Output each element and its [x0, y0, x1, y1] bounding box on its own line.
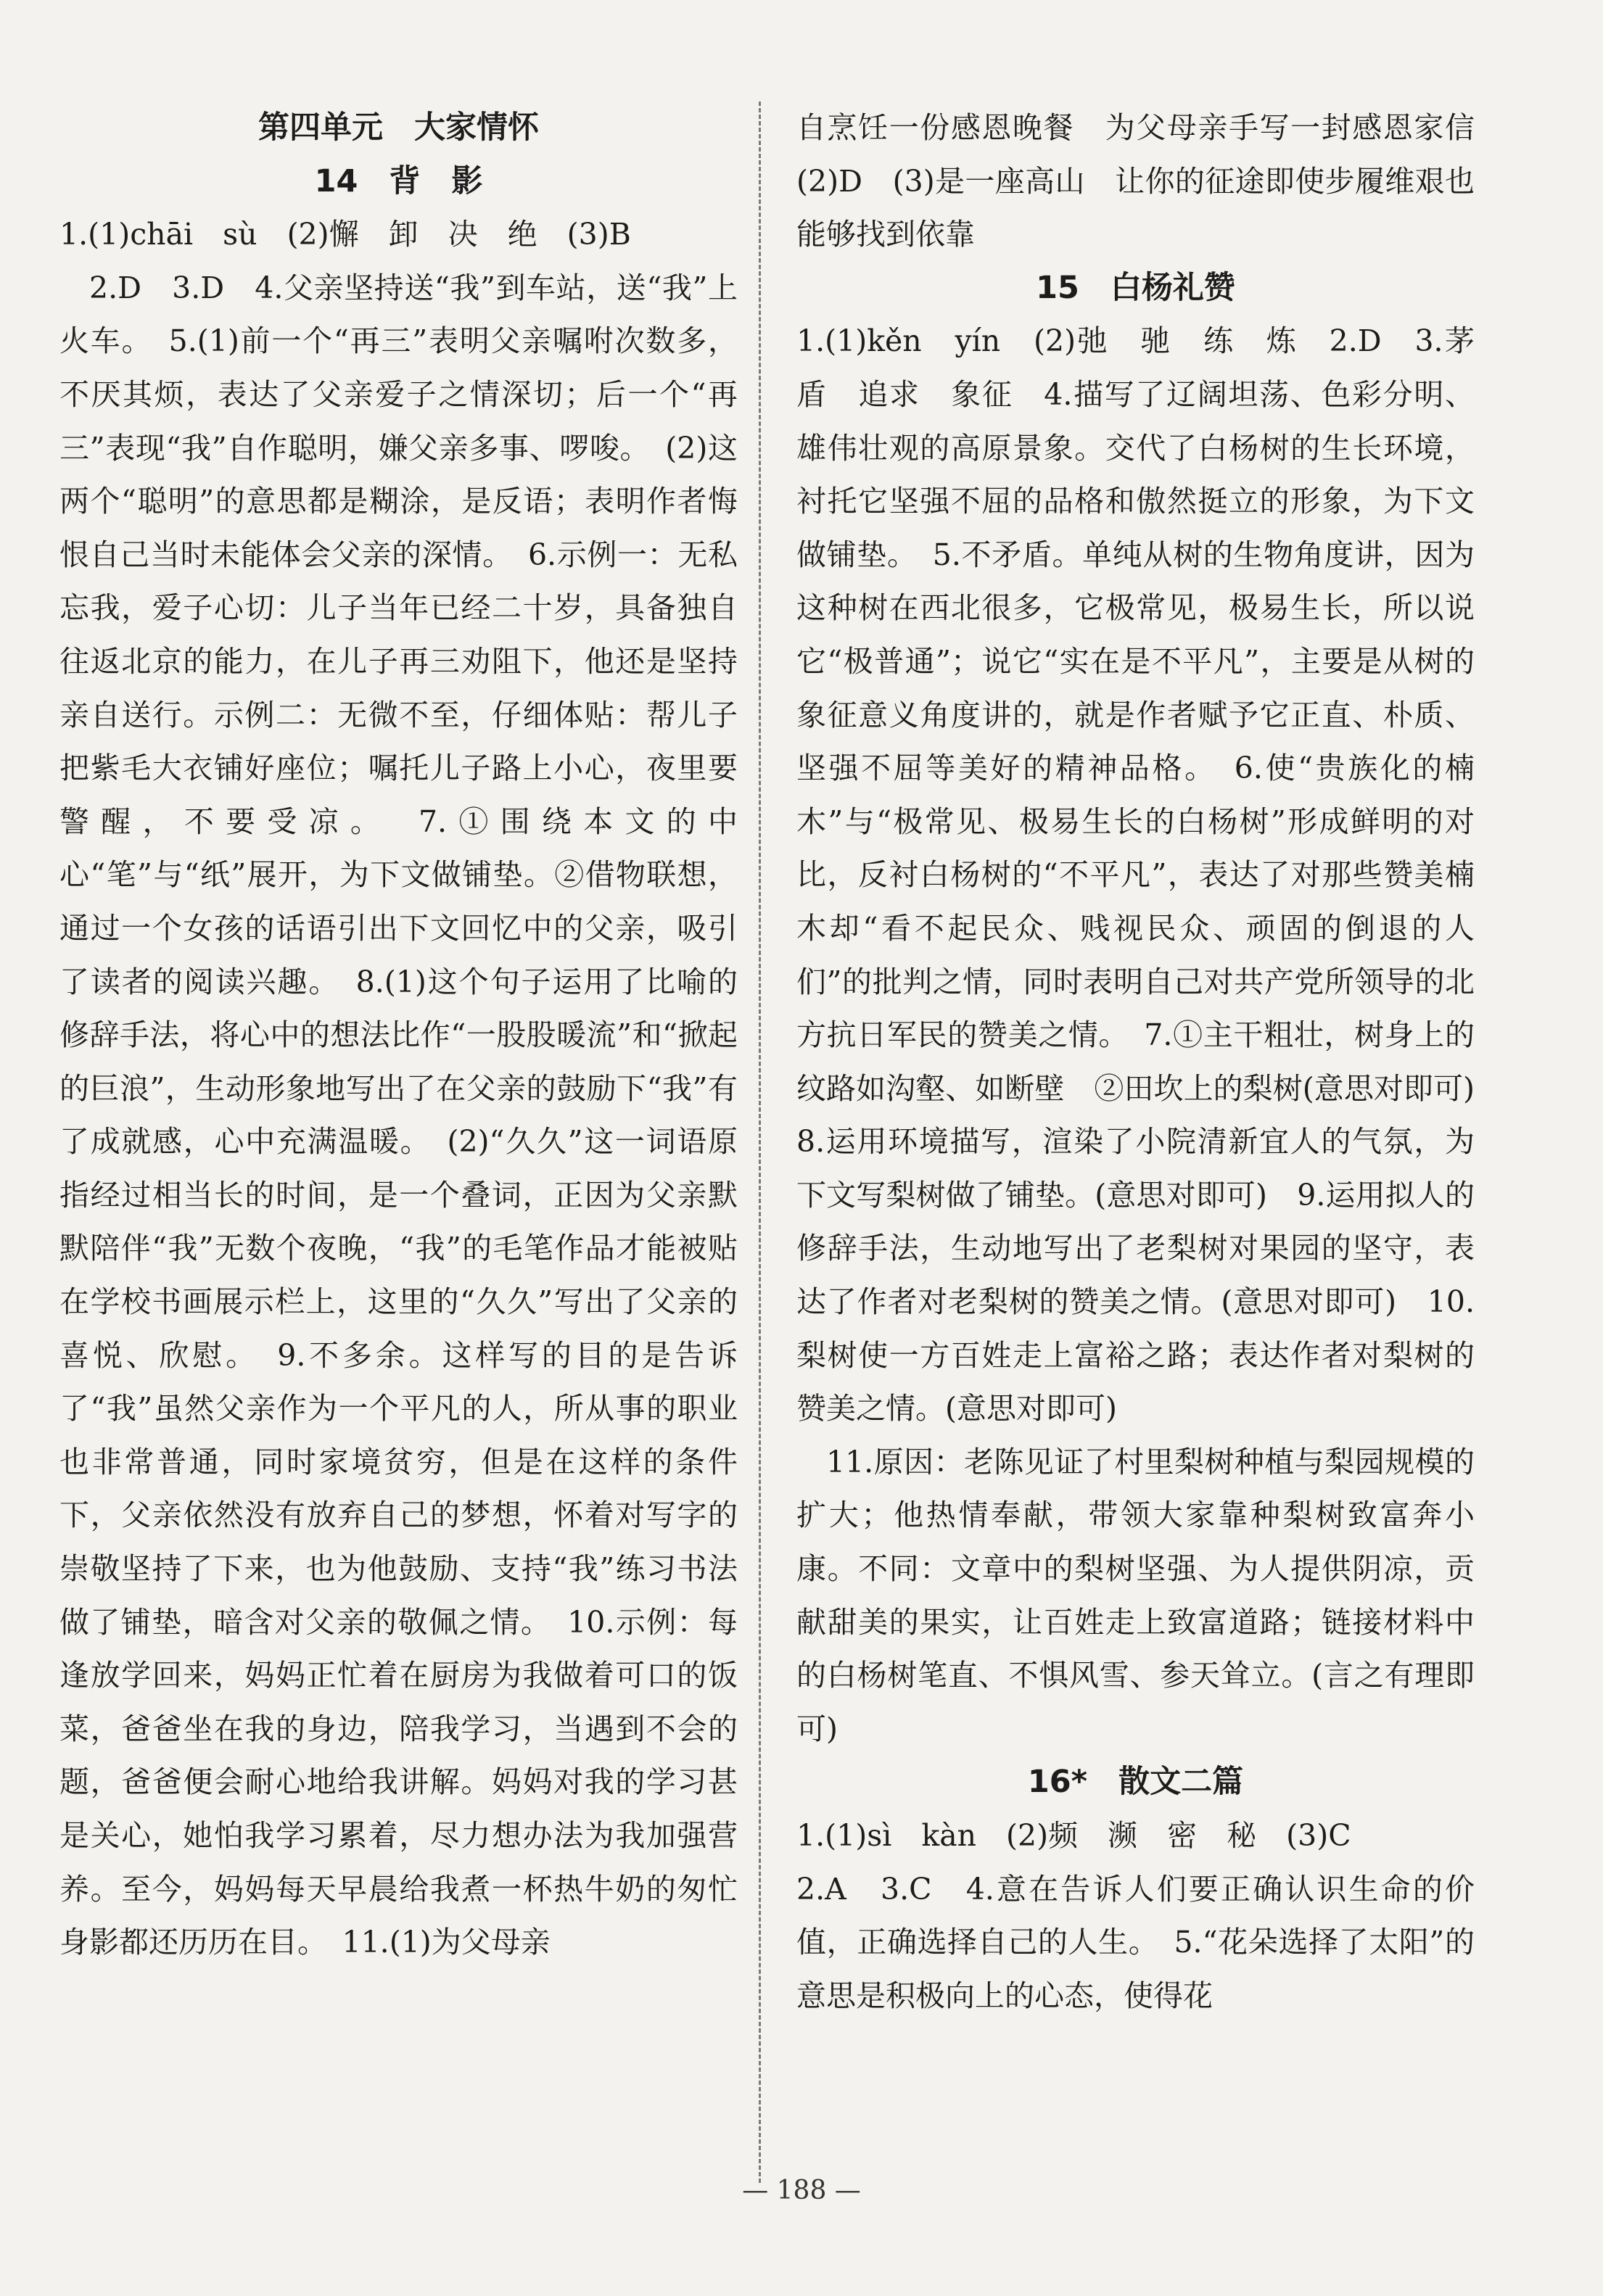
page-number: — 188 —	[742, 2176, 861, 2205]
unit-title: 第四单元 大家情怀	[258, 110, 539, 146]
left-column	[59, 102, 738, 1970]
lesson-16-answer-1: 1.(1)sì kàn (2)频 濒 密 秘 (3)C	[796, 1818, 1351, 1853]
lesson-15-answers: 1.(1)kěn yín (2)弛 驰 练 炼 2.D 3.茅盾 追求 象征 4.描写了辽阔坦荡、色彩分明、雄伟壮观的高原景象。交代了白杨树的生长环境，衬托它坚强不屈的品格和傲然挺立的形象，为下文做铺垫。 5.不矛盾。单纯从树的生物角度讲，因为这种树在西北很多，它极常见，极易生长，所以说它“极普通”；说它“实在是不平凡”，主要是从树的象征意义角度讲的，就是作者赋予它正直、朴质、坚强不屈等美好的精神品格。 6.使“贵族化的楠木”与“极常见、极易生长的白杨树”形成鲜明的对比，反衬白杨树的“不平凡”，表达了对那些赞美楠木却“看不起民众、贱视民众、顽固的倒退的人们”的批判之情，同时表明自己对共产党所领导的北方抗日军民的赞美之情。 7.①主干粗壮，树身上的纹路如沟壑、如断壁 ②田坎上的梨树(意思对即可) 8.运用环境描写，渲染了小院清新宜人的气氛，为下文写梨树做了铺垫。(意思对即可) 9.运用拟人的修辞手法，生动地写出了老梨树对果园的坚守，表达了作者对老梨树的赞美之情。(意思对即可) 10.梨树使一方百姓走上富裕之路；表达作者对梨树的赞美之情。(意思对即可)	[796, 323, 1504, 1426]
lesson-16-title: 16* 散文二篇	[1027, 1764, 1244, 1801]
lesson-14-answer-continued: 自烹饪一份感恩晚餐 为父母亲手写一封感恩家信 (2)D (3)是一座高山 让你的征途即使步履维艰也能够找到依靠	[796, 110, 1504, 252]
right-column	[796, 102, 1504, 2023]
lesson-14-answers: 2.D 3.D 4.父亲坚持送“我”到车站，送“我”上火车。 5.(1)前一个“再三”表明父亲嘱咐次数多，不厌其烦，表达了父亲爱子之情深切；后一个“再三”表现“我”自作聪明，嫌父亲多事、啰唆。 (2)这两个“聪明”的意思都是糊涂，是反语；表明作者悔恨自己当时未能体会父亲的深情。 6.示例一：无私忘我，爱子心切：儿子当年已经二十岁，具备独自往返北京的能力，在儿子再三劝阻下，他还是坚持亲自送行。示例二：无微不至，仔细体贴：帮儿子把紫毛大衣铺好座位；嘱托儿子路上小心，夜里要警醒，不要受凉。 7.①围绕本文的中心“笔”与“纸”展开，为下文做铺垫。②借物联想，通过一个女孩的话语引出下文回忆中的父亲，吸引了读者的阅读兴趣。 8.(1)这个句子运用了比喻的修辞手法，将心中的想法比作“一股股暖流”和“掀起的巨浪”，生动形象地写出了在父亲的鼓励下“我”有了成就感，心中充满温暖。 (2)“久久”这一词语原指经过相当长的时间，是一个叠词，正因为父亲默默陪伴“我”无数个夜晚，“我”的毛笔作品才能被贴在学校书画展示栏上，这里的“久久”写出了父亲的喜悦、欣慰。 9.不多余。这样写的目的是告诉了“我”虽然父亲作为一个平凡的人，所从事的职业也非常普通，同时家境贫穷，但是在这样的条件下，父亲依然没有放弃自己的梦想，怀着对写字的崇敬坚持了下来，也为他鼓励、支持“我”练习书法做了铺垫，暗含对父亲的敬佩之情。 10.示例：每逢放学回来，妈妈正忙着在厨房为我做着可口的饭菜，爸爸坐在我的身边，陪我学习，当遇到不会的题，爸爸便会耐心地给我讲解。妈妈对我的学习甚是关心，她怕我学习累着，尽力想办法为我加强营养。至今，妈妈每天早晨给我煮一杯热牛奶的匆忙身影都还历历在目。 11.(1)为父母亲	[59, 270, 738, 1960]
lesson-15-title: 15 白杨礼赞	[1036, 269, 1235, 306]
lesson-15-answer-11: 11.原因：老陈见证了村里梨树种植与梨园规模的扩大；他热情奉献，带领大家靠种梨树致富奔小康。不同：文章中的梨树坚强、为人提供阴凉，贡献甜美的果实，让百姓走上致富道路；链接材料中的白杨树笔直、不惧风雪、参天耸立。(言之有理即可)	[796, 1444, 1475, 1746]
column-divider	[759, 102, 761, 2183]
lesson-16-answers: 2.A 3.C 4.意在告诉人们要正确认识生命的价值，正确选择自己的人生。 5.“花朵选择了太阳”的意思是积极向上的心态，使得花	[796, 1871, 1475, 2013]
lesson-14-answer-1: 1.(1)chāi sù (2)懈 卸 决 绝 (3)B	[59, 217, 631, 252]
lesson-14-title: 14 背 影	[314, 162, 483, 199]
